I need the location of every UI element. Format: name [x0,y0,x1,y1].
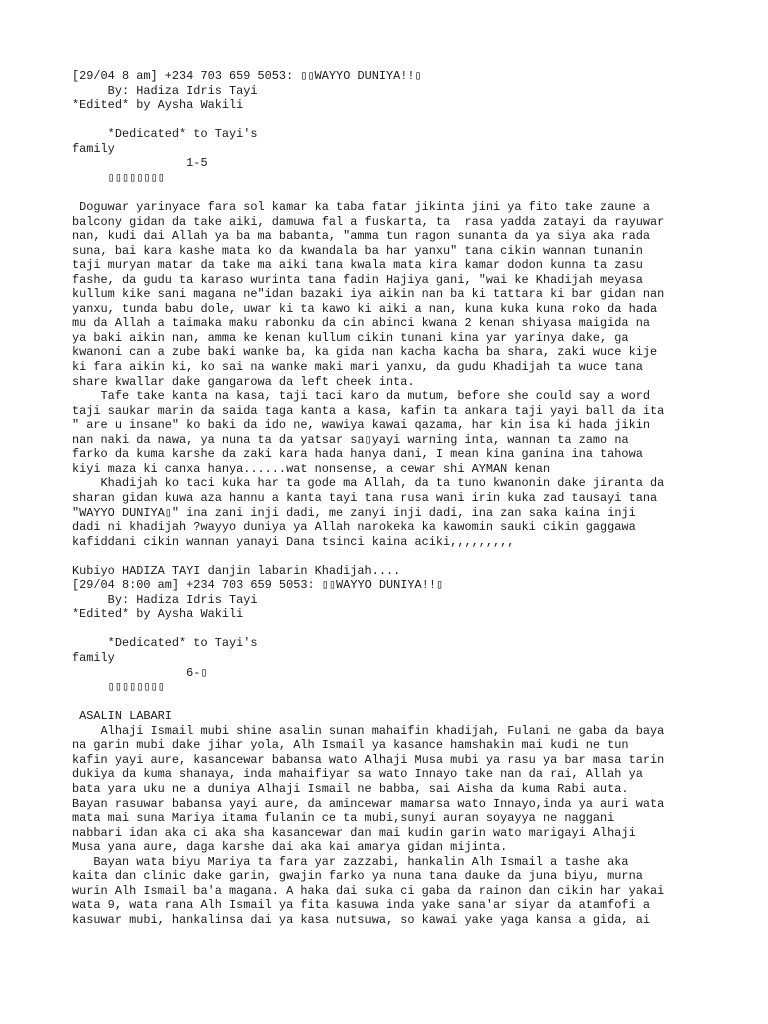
text-line: wurin Alh Ismail ba'a magana. A haka dai suka ci gaba da rainon dan cikin har yakai [72,883,665,898]
text-line: yanxu, tunda babu dole, uwar ki ta kawo ki aiki a nan, kuna kuka kuna roko da hada [72,301,658,316]
text-line: dadi ni khadijah ?wayyo duniya ya Allah narokeka ka kawomin sauki cikin gaggawa [72,520,636,535]
text-line: share kwallar dake gangarowa da left cheek inta. [72,374,415,389]
text-line: ▯▯▯▯▯▯▯▯ [72,680,165,695]
text-line: 1-5 [72,156,208,171]
text-line: kafiddani cikin wannan yanayi Dana tsinci kaina aciki,,,,,,,,, [72,534,515,549]
text-line: Bayan wata biyu Mariya ta fara yar zazzabi, hankalin Alh Ismail a tashe aka [72,854,629,869]
text-line: kaita dan clinic dake garin, gwajin farko ya nuna tana dauke da juna biyu, murna [72,869,643,884]
text-line: family [72,651,115,665]
text-line: dukiya da kuma shanaya, inda mahaifiyar sa wato Innayo take nan da rai, Allah ya [72,767,643,782]
text-line: *Dedicated* to Tayi's [72,636,258,651]
text-line: "WAYYO DUNIYA▯" ina zani inji dadi, me zanyi inji dadi, ina zan saka kaina inji [72,505,636,520]
text-line: na garin mubi dake jihar yola, Alh Ismail ya kasance hamshakin mai kudi ne tun [72,738,629,753]
text-line: Tafe take kanta na kasa, taji taci karo da mutum, before she could say a word [72,389,650,404]
text-line: By: Hadiza Idris Tayi [72,592,258,607]
text-line: Khadijah ko taci kuka har ta gode ma Allah, da ta tuno kwanonin dake jiranta da [72,476,665,491]
text-line: ASALIN LABARI [72,709,172,724]
text-line: [29/04 8:00 am] +234 703 659 5053: ▯▯WAYYO DUNIYA!!▯ [72,578,444,593]
text-line: Kubiyo HADIZA TAYI danjin labarin Khadijah.... [72,563,401,578]
text-line: taji saukar marin da saida taga kanta a kasa, kafin ta ankara taji yayi ball da ita [72,403,665,418]
text-line: bata yara uku ne a duniya Alhaji Ismail ne babba, sai Aisha da kuma Rabi auta. [72,781,629,796]
text-line: *Edited* by Aysha Wakili [72,98,244,113]
text-line: *Dedicated* to Tayi's [72,127,258,142]
text-line: " are u insane" ko baki da ido ne, wawiya kawai qazama, har kin isa ki hada jikin [72,418,650,433]
text-line: kiyi maza ki canxa hanya......wat nonsense, a cewar shi AYMAN kenan [72,461,551,476]
text-line: nabbari idan aka ci aka sha kasancewar dan mai kudin garin wato marigayi Alhaji [72,825,636,840]
text-line: wata 9, wata rana Alh Ismail ya fita kasuwa inda yake sana'ar siyar da atamfofi a [72,898,650,913]
text-line: nan, kudi dai Allah ya ba ma babanta, "amma tun ragon sunanta da ya siya aka rada [72,229,650,244]
text-line: ki fara aikin ki, ko sai na wanke maki mari yanxu, da gudu Khadijah ta wuce tana [72,360,643,374]
text-line: suna, bai kara kashe mata ko da kwandala ba har yanxu" tana cikin wannan tunanin [72,243,643,258]
text-line: sharan gidan kuwa aza hannu a kanta tayi tana rusa wani irin kuka zad tausayi tana [72,490,658,505]
text-line: family [72,141,115,156]
text-line: Bayan rasuwar babansa yayi aure, da amincewar mamarsa wato Innayo,inda ya auri wata [72,796,665,811]
text-line: taji muryan matar da take ma aiki tana kwala mata kira kamar dodon kunna ta zasu [72,258,643,273]
text-line: 6-▯ [72,665,208,680]
text-line: kwanoni can a zube baki wanke ba, ka gida nan kacha kacha ba shara, zaki wuce kije [72,345,658,360]
text-line: [29/04 8 am] +234 703 659 5053: ▯▯WAYYO DUNIYA!!▯ [72,69,422,83]
text-line: nan naki da nawa, ya nuna ta da yatsar sa▯yayi warning inta, wannan ta zamo na [72,432,629,447]
text-line: kasuwar mubi, hankalinsa dai ya kasa nutsuwa, so kawai yake yaga kansa a gida, ai [72,912,650,927]
text-line: Musa yana aure, daga karshe dai aka kai amarya gidan mijinta. [72,840,508,855]
text-line: balcony gidan da take aiki, damuwa fal a fuskarta, ta rasa yadda zatayi da rayuwar [72,214,665,229]
text-line: kullum kike sani magana ne"idan bazaki iya aikin nan ba ki tattara ki bar gidan nan [72,287,665,302]
text-line: ▯▯▯▯▯▯▯▯ [72,170,165,185]
text-line: *Edited* by Aysha Wakili [72,607,244,622]
text-line: mu da Allah a taimaka maku rabonku da cin abinci kwana 2 kenan shiyasa maigida na [72,316,650,331]
text-line: mata mai suna Mariya itama fulanin ce ta mubi,sunyi auran soyayya ne naggani [72,811,615,826]
text-line: Doguwar yarinyace fara sol kamar ka taba fatar jikinta jini ya fito take zaune a [72,199,650,214]
text-line: By: Hadiza Idris Tayi [72,83,258,98]
text-line: kafin yayi aure, kasancewar babansa wato Alhaji Musa mubi ya rasu ya bar masa tarin [72,752,665,767]
text-line: fashe, da gudu ta karaso wurinta tana fadin Hajiya gani, "wai ke Khadijah meyasa [72,272,643,287]
text-line: ya baki aikin nan, amma ke kenan kullum cikin tunani kina yar yarinya dake, ga [72,330,629,345]
text-line: farko da kuma karshe da zaki kara hada hanya dani, I mean kina ganina ina tahowa [72,447,643,462]
text-line: Alhaji Ismail mubi shine asalin sunan mahaifin khadijah, Fulani ne gaba da baya [72,723,665,738]
